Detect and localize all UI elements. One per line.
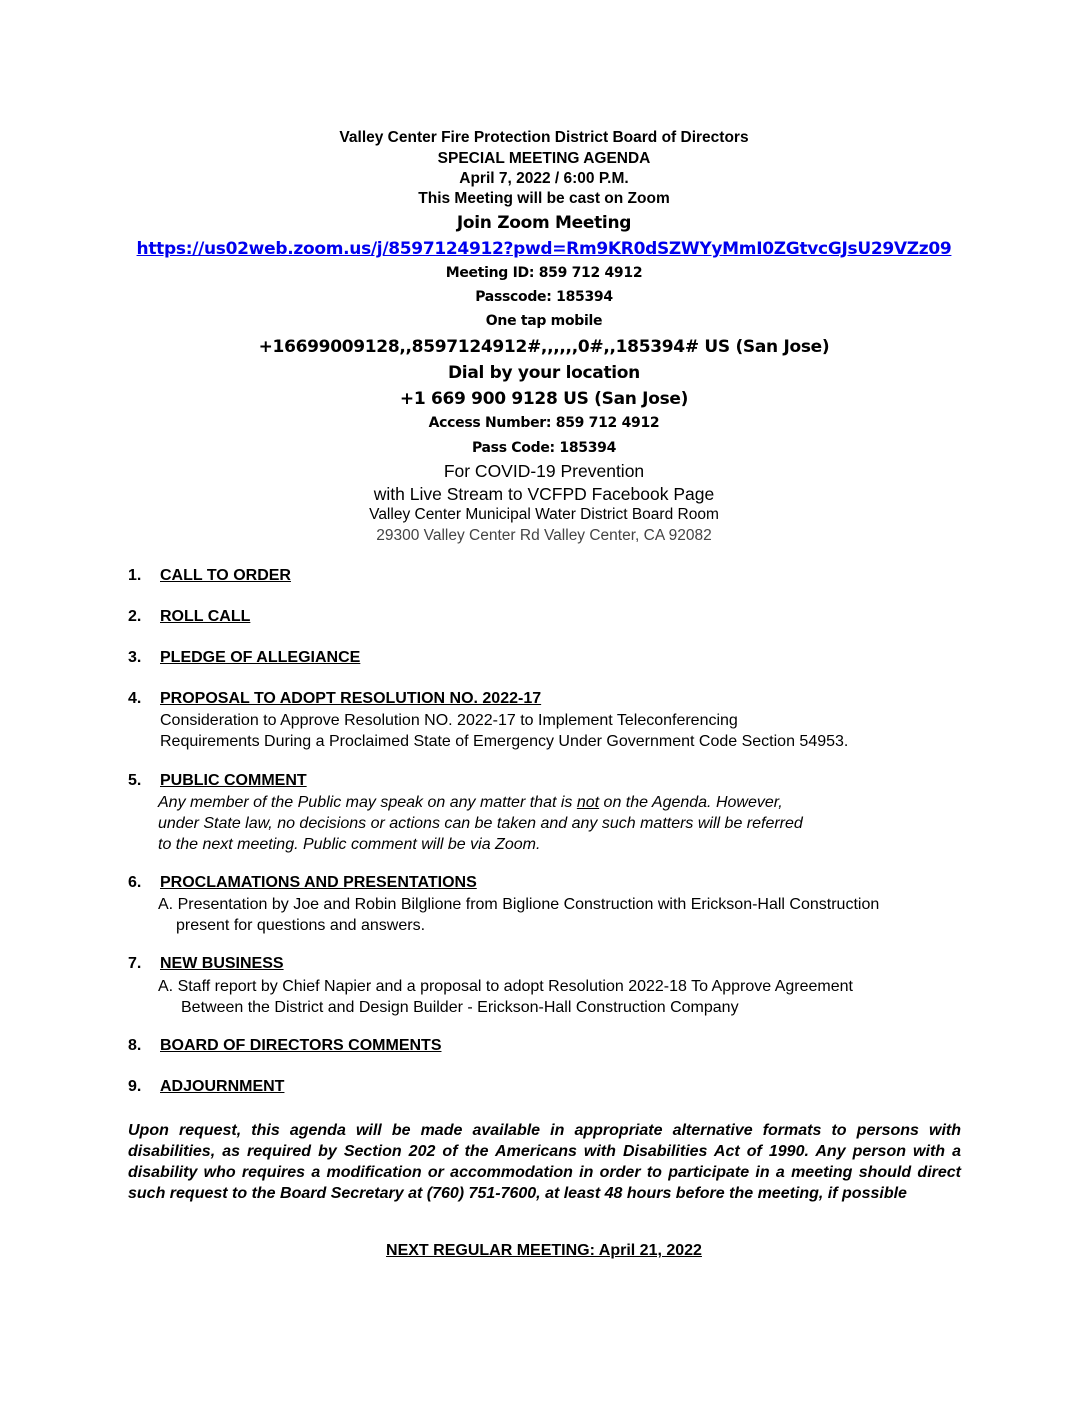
board-room: Valley Center Municipal Water District Board Room <box>369 506 719 523</box>
item-number: 4. <box>128 690 142 707</box>
item-description: A. Staff report by Chief Napier and a proposal to adopt Resolution 2022-18 To Approve Agreement <box>158 978 853 995</box>
agenda-item-resolution-2022-17 <box>128 690 541 708</box>
meeting-id: Meeting ID: 859 712 4912 <box>445 265 643 281</box>
dial-location-heading: Dial by your location <box>448 363 640 383</box>
org-title: Valley Center Fire Protection District Board of Directors <box>339 129 749 146</box>
cast-note: This Meeting will be cast on Zoom <box>418 190 670 207</box>
item-number: 2. <box>128 608 142 625</box>
access-number: Access Number: 859 712 4912 <box>428 415 660 431</box>
agenda-item-adjournment <box>128 1078 284 1096</box>
live-stream-note: with Live Stream to VCFPD Facebook Page <box>373 484 715 504</box>
item-description: Requirements During a Proclaimed State of Emergency Under Government Code Section 54953. <box>160 733 849 750</box>
item-title: PROCLAMATIONS AND PRESENTATIONS <box>160 874 477 891</box>
agenda-item-call-to-order <box>128 567 291 585</box>
agenda-item-roll-call <box>128 608 250 626</box>
item-number: 8. <box>128 1037 142 1054</box>
agenda-item-public-comment <box>128 772 307 790</box>
item-title: PLEDGE OF ALLEGIANCE <box>160 649 361 666</box>
item-number: 5. <box>128 772 142 789</box>
passcode: Passcode: 185394 <box>475 289 613 305</box>
item-number: 7. <box>128 955 142 972</box>
text-segment: Any member of the Public may speak on any matter that is <box>158 794 577 811</box>
item-number: 1. <box>128 567 142 584</box>
item-title: CALL TO ORDER <box>160 567 291 584</box>
item-title: PUBLIC COMMENT <box>160 772 307 789</box>
item-description: A. Presentation by Joe and Robin Bilglione from Biglione Construction with Erickson-Hall Construction <box>158 896 880 913</box>
agenda-item-pledge <box>128 649 360 667</box>
item-description: Between the District and Design Builder - Erickson-Hall Construction Company <box>181 999 739 1016</box>
public-comment-text-line: under State law, no decisions or actions can be taken and any such matters will be referred <box>158 815 803 832</box>
underlined-not: not <box>576 794 600 811</box>
meeting-date-time: April 7, 2022 / 6:00 P.M. <box>459 170 629 187</box>
agenda-item-board-comments <box>128 1037 441 1055</box>
zoom-link-line <box>0 239 1088 259</box>
covid-note: For COVID-19 Prevention <box>443 461 645 481</box>
accessibility-notice: Upon request, this agenda will be made available in appropriate alternative formats to persons with disabilities, as required by Section 202 of the Americans with Disabilities Act of 1990. Any person with a disability who requires a modification or accommodation in order to participate in a meeting should direct such request to the Board Secretary at (760) 751-7600, at least 48 hours before the meeting, if possible <box>128 1122 961 1202</box>
item-title: ADJOURNMENT <box>160 1078 285 1095</box>
next-regular-meeting: NEXT REGULAR MEETING: April 21, 2022 <box>386 1242 702 1259</box>
public-comment-text-line <box>158 792 783 813</box>
item-title: BOARD OF DIRECTORS COMMENTS <box>160 1037 442 1054</box>
item-title: NEW BUSINESS <box>160 955 284 972</box>
item-number: 9. <box>128 1078 142 1095</box>
agenda-item-new-business <box>128 955 284 973</box>
public-comment-text-line: to the next meeting. Public comment will be via Zoom. <box>158 836 541 853</box>
item-title: PROPOSAL TO ADOPT RESOLUTION NO. 2022-17 <box>160 690 542 707</box>
item-number: 6. <box>128 874 142 891</box>
item-title: ROLL CALL <box>160 608 251 625</box>
one-tap-number: +16699009128,,8597124912#,,,,,,0#,,185394# US (San Jose) <box>258 337 830 357</box>
item-number: 3. <box>128 649 142 666</box>
text-segment: on the Agenda. However, <box>599 794 783 811</box>
pass-code: Pass Code: 185394 <box>471 440 617 456</box>
agenda-item-proclamations <box>128 874 477 892</box>
zoom-meeting-link[interactable]: https://us02web.zoom.us/j/8597124912?pwd=Rm9KR0dSZWYyMmI0ZGtvcGJsU29VZz09 <box>136 239 952 259</box>
join-zoom-heading: Join Zoom Meeting <box>456 213 632 233</box>
item-description: Consideration to Approve Resolution NO. 2022-17 to Implement Teleconferencing <box>160 712 738 729</box>
one-tap-heading: One tap mobile <box>485 313 603 329</box>
meeting-type: SPECIAL MEETING AGENDA <box>437 150 651 167</box>
dial-number: +1 669 900 9128 US (San Jose) <box>399 389 689 409</box>
item-description: present for questions and answers. <box>176 917 426 934</box>
address: 29300 Valley Center Rd Valley Center, CA 92082 <box>376 527 712 544</box>
